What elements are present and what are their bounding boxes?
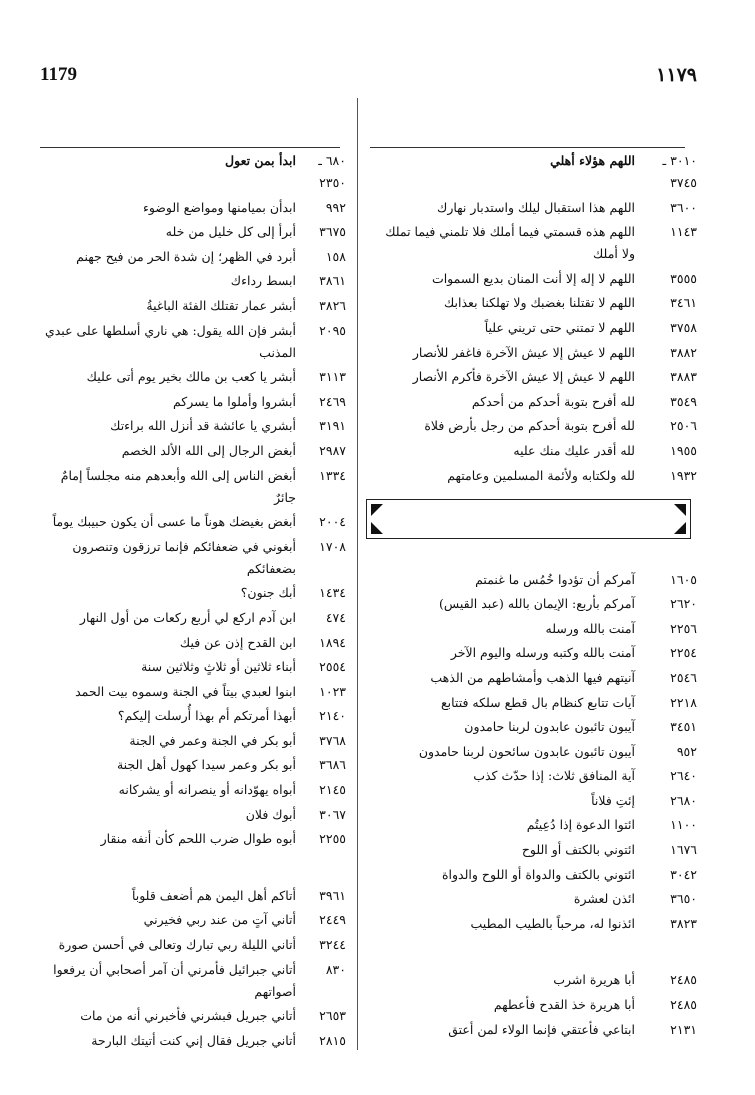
hadith-text: ائذن لعشرة [573, 891, 635, 907]
index-entry [372, 292, 697, 314]
hadith-number: ١٤٣٤ [319, 585, 346, 601]
hadith-number: ٣٤٦١ [670, 295, 697, 311]
hadith-text: أبغض الناس إلى الله وأبعدهم منه مجلساً إمامٌ جائرٌ [60, 467, 296, 505]
hadith-number: ١١٤٣ [670, 224, 697, 240]
index-entry [372, 642, 697, 664]
corner-ornament-icon [674, 504, 686, 516]
hadith-text: آيبون تائبون عابدون لربنا حامدون [464, 719, 635, 735]
index-entry [40, 221, 346, 243]
index-entry [372, 765, 697, 787]
index-entry [372, 969, 697, 991]
hadith-text: أتاني جبريل فبشرني فأخبرني أنه من مات [80, 1008, 296, 1024]
hadith-number: ٢٤٨٥ [670, 972, 697, 988]
index-entry [372, 593, 697, 615]
hadith-number: ٣٥٤٩ [670, 393, 697, 409]
hadith-number: ٣٦٠٠ [670, 199, 697, 215]
hadith-number: ٢٢٥٦ [670, 620, 697, 636]
hadith-number: ١٦٧٦ [670, 842, 697, 858]
index-entry [40, 607, 346, 629]
hadith-text: ابدأن بميامنها ومواضع الوضوء [142, 199, 296, 215]
hadith-text: أبو بكر وعمر سيدا كهول أهل الجنة [116, 757, 296, 773]
hadith-text: أتاني جبرائيل فأمرني أن آمر أصحابي أن يرفعوا أصواتهم [53, 961, 296, 999]
hadith-number: ٢٦٤٠ [670, 768, 697, 784]
hadith-number: ١٩٥٥ [670, 442, 697, 458]
hadith-number: ٢٥٤٦ [670, 669, 697, 685]
hadith-text: أبواه يهوّدانه أو ينصرانه أو يشركانه [118, 782, 296, 798]
hadith-number: ٢٤٤٩ [319, 912, 346, 928]
hadith-number: ٣٤٥١ [670, 719, 697, 735]
index-entry [372, 814, 697, 836]
hadith-number: ٢٠٩٥ [319, 322, 346, 338]
hadith-number: ٣٦٧٥ [319, 224, 346, 240]
hadith-number: ٢٨١٥ [319, 1032, 346, 1048]
section-spacer [40, 853, 346, 885]
hadith-number: ١٩٣٢ [670, 467, 697, 483]
hadith-number: ٢١٣١ [670, 1021, 697, 1037]
index-entry [40, 779, 346, 801]
index-column-left [40, 150, 346, 1054]
header-rule-left [40, 147, 340, 148]
hadith-text: آمركم بأربع: الإيمان بالله (عبد القيس) [439, 596, 635, 612]
hadith-number: ٣٦٨٦ [319, 757, 346, 773]
index-entry-header [372, 150, 697, 194]
corner-ornament-icon [371, 504, 383, 516]
hadith-number: ٢١٤٠ [319, 708, 346, 724]
entry-group [372, 197, 697, 487]
index-entry [372, 317, 697, 339]
entry-group [372, 569, 697, 935]
index-entry [372, 415, 697, 437]
hadith-text: اللهم هؤلاء أهلي [550, 153, 635, 168]
index-entry [40, 295, 346, 317]
hadith-number: ٩٥٢ [676, 743, 697, 759]
index-entry [40, 391, 346, 413]
index-entry [40, 754, 346, 776]
hadith-text: ابتاعي فأعتقي فإنما الولاء لمن أعتق [448, 1021, 635, 1037]
hadith-text: أبرد في الظهر؛ إن شدة الحر من فيح جهنم [76, 248, 296, 264]
index-entry [40, 440, 346, 462]
index-entry [372, 569, 697, 591]
index-entry [372, 667, 697, 689]
section-divider-box [366, 499, 691, 539]
index-entry [372, 913, 697, 935]
page-number-arabic: ١١٧٩ [656, 65, 697, 86]
hadith-text: أبا هريرة خذ القدح فأعطهم [493, 997, 635, 1013]
hadith-text: اللهم هذا استقبال ليلك واستدبار نهارك [437, 199, 635, 215]
hadith-number: ٢٩٨٧ [319, 442, 346, 458]
index-entry [372, 716, 697, 738]
hadith-text: آيات تتابع كنظام بال قطع سلكه فتتابع [440, 694, 635, 710]
hadith-number: ٣١٩١ [319, 418, 346, 434]
hadith-number: ٢١٤٥ [319, 782, 346, 798]
hadith-number: ٣٢٤٤ [319, 937, 346, 953]
hadith-text: ائذنوا له، مرحباً بالطيب المطيب [470, 915, 635, 931]
index-entry [372, 391, 697, 413]
index-entry [372, 790, 697, 812]
index-entry [40, 270, 346, 292]
hadith-number: ٢٦٢٠ [670, 596, 697, 612]
index-entry [372, 994, 697, 1016]
hadith-text: لله أفرح بتوبة أحدكم من أحدكم [471, 393, 635, 409]
hadith-number: ٣٦٥٠ [670, 891, 697, 907]
index-entry [40, 465, 346, 509]
entry-group [372, 969, 697, 1040]
index-entry [372, 741, 697, 763]
hadith-text: أبهذا أمرتكم أم بهذا أُرسلت إليكم؟ [117, 708, 296, 724]
corner-ornament-icon [371, 522, 383, 534]
hadith-text: ابن القدح إذن عن فيك [179, 634, 296, 650]
index-entry [40, 197, 346, 219]
hadith-number: ١٣٣٤ [319, 467, 346, 483]
hadith-text: اللهم لا إله إلا أنت المنان بديع السموات [431, 270, 635, 286]
hadith-number: ٣٨٦١ [319, 273, 346, 289]
hadith-text: اللهم لا عيش إلا عيش الآخرة فأكرم الأنصار [412, 369, 635, 385]
hadith-number: ١١٠٠ [670, 817, 697, 833]
index-entry-header [40, 150, 346, 194]
index-entry [40, 582, 346, 604]
hadith-text: أتاني جبريل فقال إني كنت أتيتك البارحة [91, 1032, 296, 1048]
index-entry [40, 804, 346, 826]
hadith-number: ١٥٨ [325, 248, 346, 264]
hadith-text: أتاني الليلة ربي تبارك وتعالى في أحسن صورة [58, 937, 296, 953]
hadith-text: ابنوا لعبدي بيتاً في الجنة وسموه بيت الحمد [75, 683, 296, 699]
hadith-text: أبغض بغيضك هوناً ما عسى أن يكون حبيبك يوماً [52, 514, 296, 530]
column-divider [357, 98, 358, 1050]
hadith-text: أبشروا وأملوا ما يسركم [172, 393, 296, 409]
index-entry [372, 268, 697, 290]
hadith-text: اللهم لا تمتني حتى تريني علياً [484, 319, 635, 335]
hadith-text: أبرأ إلى كل خليل من خله [165, 224, 296, 240]
hadith-number: ٣٥٥٥ [670, 270, 697, 286]
index-entry [40, 366, 346, 388]
hadith-text: أبغض الرجال إلى الله الألد الخصم [121, 442, 296, 458]
hadith-number: ١٨٩٤ [319, 634, 346, 650]
hadith-number: ٣٨٨٣ [670, 369, 697, 385]
hadith-number: ٢٤٦٩ [319, 393, 346, 409]
index-column-right [372, 150, 697, 1043]
index-entry [372, 465, 697, 487]
index-entry [40, 885, 346, 907]
hadith-number: ٣٩٦١ [319, 887, 346, 903]
hadith-number: ٣٧٦٨ [319, 732, 346, 748]
hadith-text: ابسط رداءك [230, 273, 296, 289]
hadith-text: أبشر عمار تقتلك الفئة الباغيةُ [146, 297, 296, 313]
section-spacer [372, 937, 697, 969]
hadith-text: لله أقدر عليك منك عليه [513, 442, 635, 458]
hadith-text: ائتوا الدعوة إذا دُعِيتُم [526, 817, 635, 833]
index-entry [372, 221, 697, 265]
hadith-number: ٢٦٨٠ [670, 792, 697, 808]
index-entry [372, 440, 697, 462]
hadith-text: آمنت بالله ورسله [545, 620, 635, 636]
hadith-number: ٣٨٢٣ [670, 915, 697, 931]
index-entry [372, 197, 697, 219]
index-entry [372, 366, 697, 388]
index-entry [40, 959, 346, 1003]
hadith-text: أبا هريرة اشرب [553, 972, 635, 988]
hadith-number: ١٧٠٨ [319, 538, 346, 554]
index-entry [40, 320, 346, 364]
hadith-text: آمنت بالله وكتبه ورسله واليوم الآخر [450, 645, 635, 661]
hadith-number: ٢٦٥٣ [319, 1008, 346, 1024]
hadith-number: ٤٧٤ [325, 609, 346, 625]
hadith-number: ٢٠٠٤ [319, 514, 346, 530]
entry-group [40, 197, 346, 851]
hadith-text: اللهم لا عيش إلا عيش الآخرة فاغفر للأنصار [412, 344, 635, 360]
hadith-text: ابن آدم اركع لي أربع ركعات من أول النهار [79, 609, 296, 625]
hadith-number: ٨٣٠ [325, 961, 346, 977]
hadith-text: اللهم لا تقتلنا بغضبك ولا تهلكنا بعذابك [443, 295, 635, 311]
index-entry [372, 692, 697, 714]
hadith-text: أبوه طوال ضرب اللحم كأن أنفه منقار [100, 831, 296, 847]
index-entry [40, 909, 346, 931]
page-number-western: 1179 [40, 64, 77, 85]
hadith-number: ٣٠٦٧ [319, 806, 346, 822]
index-entry [40, 536, 346, 580]
index-entry [372, 342, 697, 364]
entry-group [40, 885, 346, 1052]
hadith-text: أبشري يا عائشة قد أنزل الله براءتك [110, 418, 296, 434]
hadith-text: أتاكم أهل اليمن هم أضعف قلوباً [131, 887, 296, 903]
hadith-number: ٢٢٥٤ [670, 645, 697, 661]
hadith-text: أبناء ثلاثين أو ثلاثٍ وثلاثين سنة [141, 659, 296, 675]
hadith-text: أبك جنون؟ [240, 585, 296, 601]
hadith-text: إئتِ فلاناً [591, 792, 635, 808]
hadith-text: آيبون تائبون عابدون سائحون لربنا حامدون [418, 743, 635, 759]
section-spacer [372, 547, 697, 569]
hadith-number: ٣٨٢٦ [319, 297, 346, 313]
index-entry [40, 656, 346, 678]
hadith-number: ١٠٢٣ [319, 683, 346, 699]
hadith-number: ٦٨٠ ـ ٢٣٥٠ [318, 153, 346, 190]
hadith-number: ٢٢١٨ [670, 694, 697, 710]
hadith-number: ٣٠١٠ ـ ٣٧٤٥ [662, 153, 697, 190]
index-entry [372, 864, 697, 886]
hadith-number: ٣٧٥٨ [670, 319, 697, 335]
hadith-text: ائتوني بالكتف أو اللوح [521, 842, 635, 858]
hadith-text: اللهم هذه قسمتي فيما أملك فلا تلمني فيما تملك ولا أملك [385, 224, 635, 262]
hadith-text: لله أفرح بتوبة أحدكم من رجل بأرض فلاة [424, 418, 635, 434]
hadith-number: ٢٢٥٥ [319, 831, 346, 847]
hadith-text: آنيتهم فيها الذهب وأمشاطهم من الذهب [430, 669, 635, 685]
hadith-text: أبشر يا كعب بن مالك بخير يوم أتى عليك [86, 369, 296, 385]
index-entry [40, 511, 346, 533]
hadith-text: أبشر فإن الله يقول: هي ناري أسلطها على عبدي المذنب [44, 322, 296, 360]
index-entry [40, 934, 346, 956]
corner-ornament-icon [674, 522, 686, 534]
hadith-text: آمركم أن تؤدوا خُمُس ما غنمتم [475, 571, 635, 587]
index-entry [372, 618, 697, 640]
index-entry [372, 1019, 697, 1041]
hadith-text: ائتوني بالكتف والدواة أو اللوح والدواة [442, 866, 635, 882]
hadith-text: أبغوني في ضعفائكم فإنما ترزقون وتنصرون بضعفائكم [72, 538, 296, 576]
index-entry [40, 828, 346, 850]
hadith-number: ٣٨٨٢ [670, 344, 697, 360]
hadith-text: ابدأ بمن تعول [225, 153, 296, 168]
hadith-number: ٣٠٤٢ [670, 866, 697, 882]
hadith-number: ٩٩٢ [325, 199, 346, 215]
hadith-number: ٢٥٥٤ [319, 659, 346, 675]
index-entry [40, 730, 346, 752]
hadith-number: ٣١١٣ [319, 369, 346, 385]
hadith-text: أتاني آتٍ من عند ربي فخيرني [143, 912, 296, 928]
hadith-text: أبوك فلان [245, 806, 296, 822]
index-entry [40, 415, 346, 437]
index-entry [40, 681, 346, 703]
hadith-number: ١٦٠٥ [670, 571, 697, 587]
index-entry [40, 246, 346, 268]
index-entry [40, 1030, 346, 1052]
index-entry [40, 1005, 346, 1027]
hadith-number: ٢٥٠٦ [670, 418, 697, 434]
header-rule-right [370, 147, 685, 148]
hadith-text: أبو بكر في الجنة وعمر في الجنة [129, 732, 296, 748]
hadith-number: ٢٤٨٥ [670, 997, 697, 1013]
index-entry [40, 705, 346, 727]
hadith-text: آية المنافق ثلاث: إذا حدّث كذب [473, 768, 635, 784]
index-entry [372, 888, 697, 910]
index-entry [40, 632, 346, 654]
hadith-text: لله ولكتابه ولأئمة المسلمين وعامتهم [447, 467, 635, 483]
index-entry [372, 839, 697, 861]
